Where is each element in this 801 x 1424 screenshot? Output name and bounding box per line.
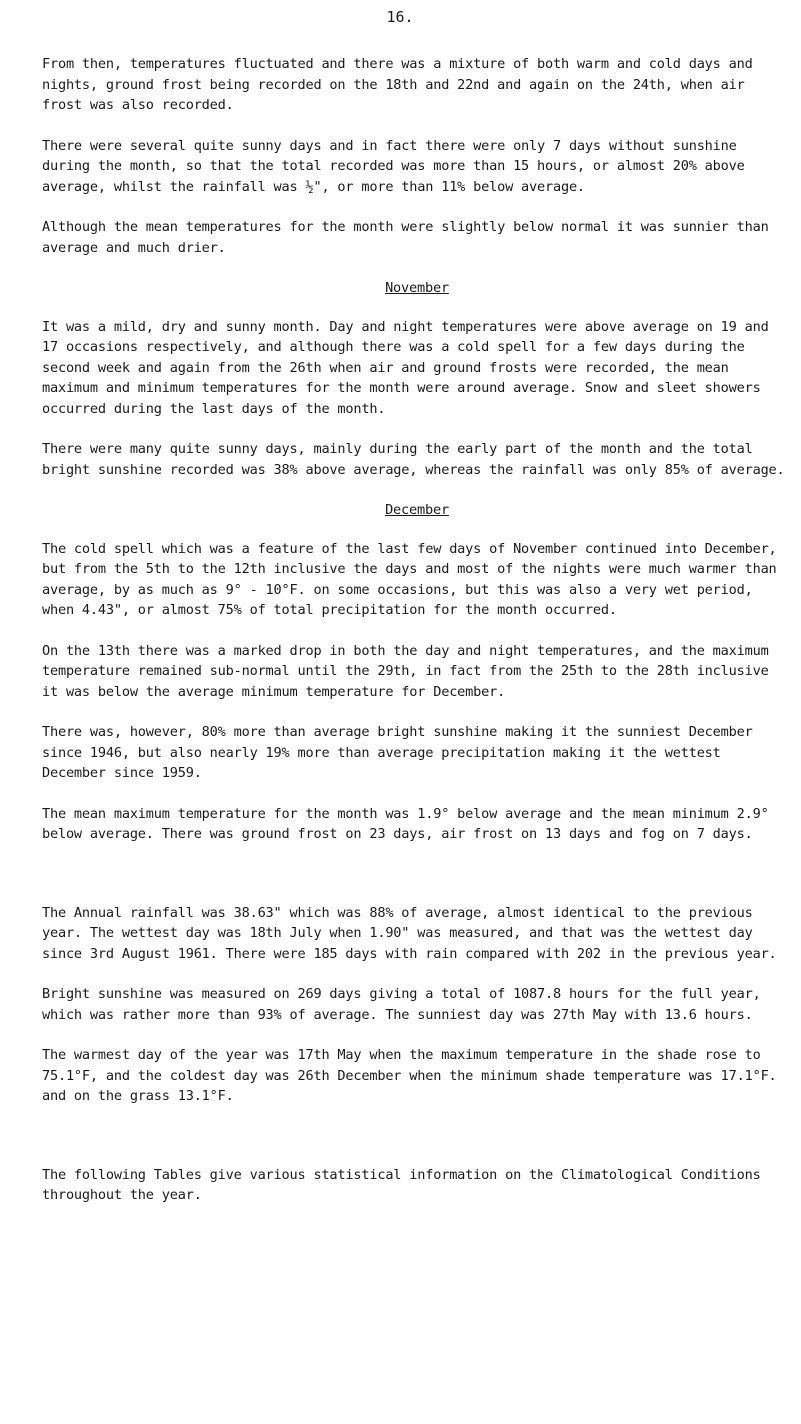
paragraph-october-1: From then, temperatures fluctuated and there was a mixture of both warm and cold days and nights, ground frost being recorded on the 18th and 22nd and again on the 24th, when air frost was also recorded. [42,56,753,113]
section-heading-november: November [385,280,449,296]
paragraph-annual-sunshine: Bright sunshine was measured on 269 days giving a total of 1087.8 hours for the full year, which was rather more than 93% of average. The sunniest day was 27th May with 13.6 hours. [42,986,761,1023]
paragraph-october-3: Although the mean temperatures for the month were slightly below normal it was sunnier than average and much drier. [42,219,769,256]
section-heading-december: December [385,502,449,518]
paragraph-december-2: On the 13th there was a marked drop in both the day and night temperatures, and the maximum temperature remained sub-normal until the 29th, in fact from the 25th to the 28th inclusive it was below the average minimum temperature for December. [42,642,769,700]
section-spacer [42,1127,792,1165]
paragraph-annual-rainfall: The Annual rainfall was 38.63" which was 88% of average, almost identical to the previous year. The wettest day was 18th July when 1.90" was measured, and that was the wettest day since 3rd August 1961. There were 185 days with rain compared with 202 in the previous year. [42,904,777,962]
paragraph-december-3: There was, however, 80% more than average bright sunshine making it the sunniest December since 1946, but also nearly 19% more than average precipitation making it the wettest December since 1959. [42,724,753,781]
section-spacer [42,865,792,903]
paragraph-november-2: There were many quite sunny days, mainly during the early part of the month and the total bright sunshine recorded was 38% above average, whereas the rainfall was only 85% of average. [42,441,785,478]
paragraph-october-2: There were several quite sunny days and in fact there were only 7 days without sunshine during the month, so that the total recorded was more than 15 hours, or almost 20% above average, whilst the rainfall was ½", or more than 11% below average. [42,137,745,195]
paragraph-november-1: It was a mild, dry and sunny month. Day and night temperatures were above average on 19 and 17 occasions respectively, and although there was a cold spell for a few days during the second week and again from the 26th when air and ground frosts were recorded, the mean maximum and minimum temperatures for the month were around average. Snow and sleet showers occurred during the last days of the month. [42,318,769,417]
paragraph-december-4: The mean maximum temperature for the month was 1.9° below average and the mean minimum 2.9° below average. There was ground frost on 23 days, air frost on 13 days and fog on 7 days. [42,805,769,842]
paragraph-december-1: The cold spell which was a feature of the last few days of November continued into December, but from the 5th to the 12th inclusive the days and most of the nights were much warmer than average, by as much as 9° - 10°F. on some occasions, but this was also a very wet period, when 4.43", or almost 75% of total precipitation for the month occurred. [42,540,777,618]
document-body [42,54,792,1226]
paragraph-annual-temperature: The warmest day of the year was 17th May when the maximum temperature in the shade rose to 75.1°F, and the coldest day was 26th December when the minimum shade temperature was 17.1°F. and on the grass 13.1°F. [42,1047,777,1104]
page-number: 16. [386,8,414,26]
paragraph-closing: The following Tables give various statistical information on the Climatological Conditions throughout the year. [42,1166,761,1203]
